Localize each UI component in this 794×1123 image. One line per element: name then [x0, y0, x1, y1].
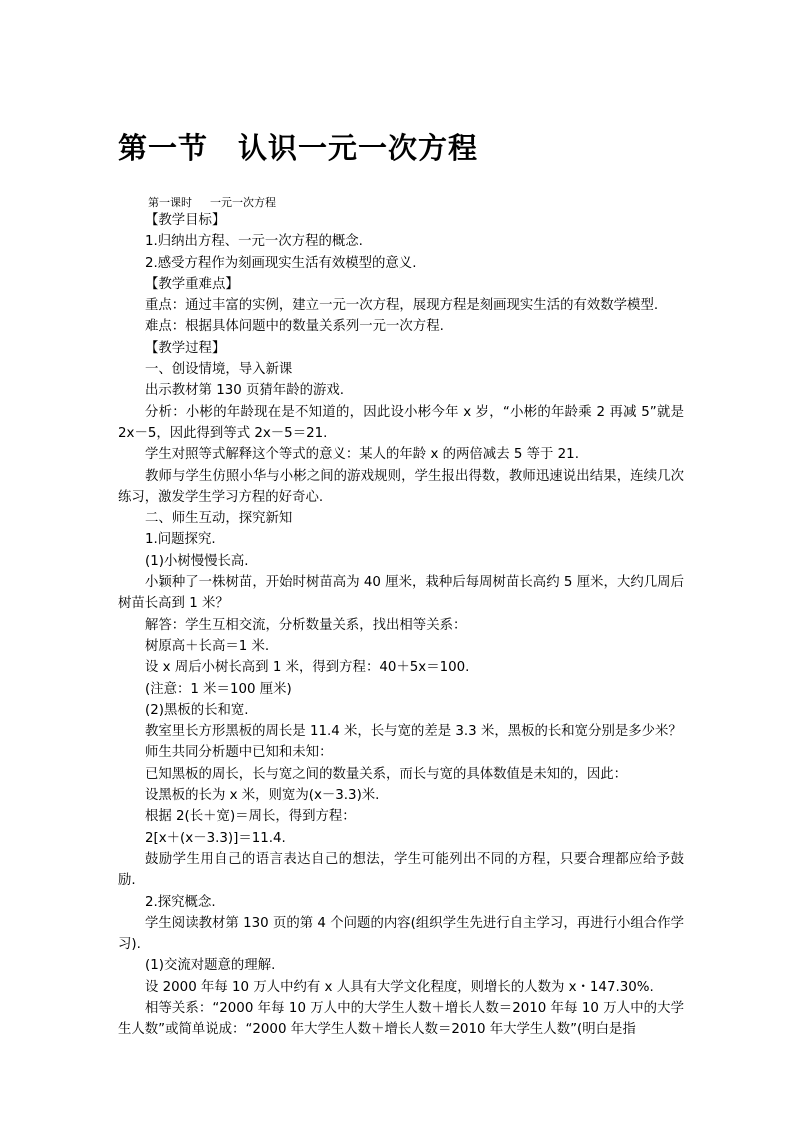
body-paragraph: 1.问题探究.	[145, 532, 216, 548]
body-paragraph: 难点：根据具体问题中的数量关系列一元一次方程.	[145, 319, 444, 335]
body-paragraph: 设 x 周后小树长高到 1 米，得到方程：40＋5x＝100.	[145, 660, 470, 676]
body-paragraph: 设黑板的长为 x 米，则宽为(x－3.3)米.	[145, 788, 380, 804]
body-paragraph: (注意：1 米＝100 厘米)	[145, 681, 292, 697]
body-paragraph: 【教学目标】	[145, 213, 226, 228]
section-name: 认识一元一次方程	[238, 131, 479, 165]
lesson-body	[118, 210, 684, 1041]
body-paragraph: 分析：小彬的年龄现在是不知道的，因此设小彬今年 x 岁，“小彬的年龄乘 2 再减 5”就是 2x－5，因此得到等式 2x－5＝21.	[118, 404, 684, 441]
body-paragraph: 2.探究概念.	[145, 894, 216, 910]
body-paragraph: 学生阅读教材第 130 页的第 4 个问题的内容(组织学生先进行自主学习，再进行小组合作学习).	[118, 915, 684, 953]
lesson-topic: 一元一次方程	[210, 196, 276, 209]
body-paragraph: 设 2000 年每 10 万人中约有 x 人具有大学文化程度，则增长的人数为 x・147.30%.	[145, 979, 654, 995]
body-paragraph: 已知黑板的周长，长与宽之间的数量关系，而长与宽的具体数值是未知的，因此：	[145, 766, 628, 782]
body-paragraph: 1.归纳出方程、一元一次方程的概念.	[145, 234, 363, 250]
body-paragraph: 师生共同分析题中已知和未知：	[145, 745, 333, 761]
body-paragraph: 相等关系：“2000 年每 10 万人中的大学生人数＋增长人数＝2010 年每 10 万人中的大学生人数”或简单说成：“2000 年大学生人数＋增长人数＝2010 年大学生人数”(明白是指	[118, 1000, 684, 1038]
lesson-number: 第一课时	[148, 196, 192, 209]
body-paragraph: 二、师生互动，探究新知	[145, 511, 293, 527]
body-paragraph: 树原高＋长高＝1 米.	[145, 638, 270, 654]
body-paragraph: (1)交流对题意的理解.	[145, 958, 276, 974]
body-paragraph: 解答：学生互相交流，分析数量关系，找出相等关系：	[145, 617, 467, 633]
body-paragraph: 鼓励学生用自己的语言表达自己的想法，学生可能列出不同的方程，只要合理都应给予鼓励.	[118, 851, 684, 889]
lesson-subtitle	[148, 194, 276, 210]
body-paragraph: 教室里长方形黑板的周长是 11.4 米，长与宽的差是 3.3 米，黑板的长和宽分别是多少米？	[145, 724, 682, 740]
body-paragraph: 根据 2(长＋宽)＝周长，得到方程：	[145, 809, 356, 825]
body-paragraph: 重点：通过丰富的实例，建立一元一次方程，展现方程是刻画现实生活的有效数学模型.	[145, 298, 659, 314]
body-paragraph: 小颖种了一株树苗，开始时树苗高为 40 厘米，栽种后每周树苗长高约 5 厘米，大约几周后树苗长高到 1 米？	[118, 575, 684, 612]
body-paragraph: 【教学重难点】	[145, 276, 239, 292]
body-paragraph: 教师与学生仿照小华与小彬之间的游戏规则，学生报出得数，教师迅速说出结果，连续几次练习，激发学生学习方程的好奇心.	[118, 468, 684, 505]
body-paragraph: 2[x＋(x－3.3)]＝11.4.	[145, 830, 286, 846]
body-paragraph: 2.感受方程作为刻画现实生活有效模型的意义.	[145, 255, 417, 271]
body-paragraph: (2)黑板的长和宽.	[145, 702, 249, 718]
body-paragraph: 出示教材第 130 页猜年龄的游戏.	[145, 383, 345, 399]
section-number: 第一节	[118, 131, 209, 165]
body-paragraph: (1)小树慢慢长高.	[145, 553, 249, 569]
page-title	[118, 126, 478, 167]
body-paragraph: 学生对照等式解释这个等式的意义：某人的年龄 x 的两倍减去 5 等于 21.	[145, 447, 579, 463]
body-paragraph: 一、创设情境，导入新课	[145, 362, 293, 378]
body-paragraph: 【教学过程】	[145, 340, 226, 356]
